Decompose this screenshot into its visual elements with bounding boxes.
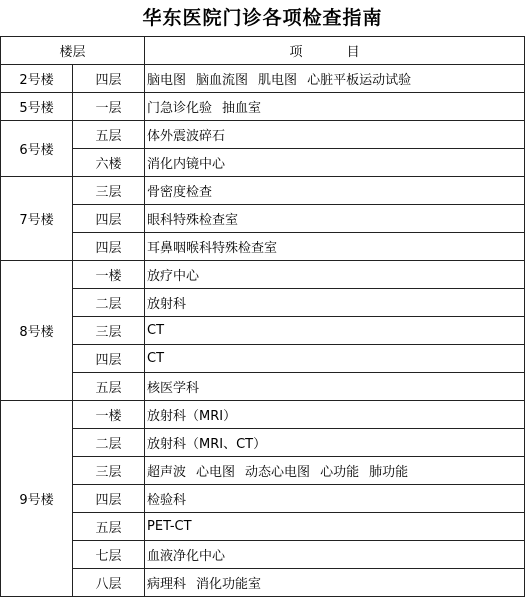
items-cell: [145, 485, 525, 513]
exam-item: 心电图: [196, 465, 236, 480]
table-row: [1, 457, 525, 485]
floor-cell: 二层: [73, 289, 145, 317]
exam-item: 脑血流图: [196, 73, 249, 88]
table-row: [1, 345, 525, 373]
exam-guide-table: [0, 36, 525, 597]
floor-cell: 六楼: [73, 149, 145, 177]
exam-item: 眼科特殊检查室: [147, 213, 239, 228]
exam-item: PET-CT: [147, 519, 192, 534]
table-row: [1, 261, 525, 289]
table-row: [1, 177, 525, 205]
exam-item: CT: [147, 323, 165, 338]
exam-item: 放疗中心: [147, 269, 200, 284]
exam-item: 消化功能室: [196, 577, 262, 592]
floor-cell: 三层: [73, 317, 145, 345]
table-body: [1, 65, 525, 597]
exam-item: 病理科: [147, 577, 187, 592]
items-cell: [145, 65, 525, 93]
table-row: [1, 485, 525, 513]
items-cell: [145, 261, 525, 289]
floor-cell: 八层: [73, 569, 145, 597]
items-cell: [145, 233, 525, 261]
items-cell: [145, 457, 525, 485]
floor-cell: 四层: [73, 205, 145, 233]
floor-cell: 四层: [73, 65, 145, 93]
floor-cell: 四层: [73, 485, 145, 513]
exam-item: 超声波: [147, 465, 187, 480]
exam-item: 放射科（MRI、CT）: [147, 437, 267, 452]
items-cell: [145, 373, 525, 401]
header-items-label: 项 目: [289, 45, 380, 60]
exam-item: 动态心电图: [245, 465, 311, 480]
items-cell: [145, 289, 525, 317]
exam-item: 肌电图: [258, 73, 298, 88]
exam-item: 耳鼻咽喉科特殊检查室: [147, 241, 278, 256]
exam-item: 血液净化中心: [147, 549, 226, 564]
exam-item: 门急诊化验: [147, 101, 213, 116]
exam-item: CT: [147, 351, 165, 366]
table-row: [1, 93, 525, 121]
exam-item: 骨密度检查: [147, 185, 213, 200]
exam-item: 核医学科: [147, 381, 200, 396]
exam-item: 消化内镜中心: [147, 157, 226, 172]
header-row: [1, 37, 525, 65]
items-cell: [145, 429, 525, 457]
table-row: [1, 65, 525, 93]
items-cell: [145, 345, 525, 373]
floor-cell: 一层: [73, 93, 145, 121]
building-cell: 5号楼: [1, 93, 73, 121]
building-cell: 2号楼: [1, 65, 73, 93]
exam-item: 放射科: [147, 297, 187, 312]
table-row: [1, 121, 525, 149]
floor-cell: 三层: [73, 457, 145, 485]
page-title: 华东医院门诊各项检查指南: [142, 7, 383, 29]
floor-cell: 五层: [73, 513, 145, 541]
exam-item: 放射科（MRI）: [147, 409, 237, 424]
items-cell: [145, 569, 525, 597]
table-row: [1, 401, 525, 429]
exam-item: 体外震波碎石: [147, 129, 226, 144]
floor-cell: 五层: [73, 373, 145, 401]
floor-cell: 二层: [73, 429, 145, 457]
items-cell: [145, 121, 525, 149]
building-cell: 6号楼: [1, 121, 73, 177]
exam-item: 心脏平板运动试验: [307, 73, 412, 88]
table-row: [1, 429, 525, 457]
table-row: [1, 541, 525, 569]
building-cell: 8号楼: [1, 261, 73, 401]
header-floor: 楼层: [1, 37, 145, 65]
header-items: [145, 37, 525, 65]
items-cell: [145, 541, 525, 569]
items-cell: [145, 513, 525, 541]
building-cell: 7号楼: [1, 177, 73, 261]
floor-cell: 四层: [73, 233, 145, 261]
floor-cell: 七层: [73, 541, 145, 569]
floor-cell: 三层: [73, 177, 145, 205]
table-row: [1, 513, 525, 541]
items-cell: [145, 177, 525, 205]
items-cell: [145, 205, 525, 233]
table-row: [1, 205, 525, 233]
table-row: [1, 373, 525, 401]
exam-item: 检验科: [147, 493, 187, 508]
items-cell: [145, 317, 525, 345]
table-row: [1, 569, 525, 597]
floor-cell: 四层: [73, 345, 145, 373]
exam-item: 心功能: [320, 465, 360, 480]
items-cell: [145, 401, 525, 429]
exam-item: 抽血室: [222, 101, 262, 116]
items-cell: [145, 149, 525, 177]
table-row: [1, 149, 525, 177]
floor-cell: 五层: [73, 121, 145, 149]
items-cell: [145, 93, 525, 121]
floor-cell: 一楼: [73, 261, 145, 289]
table-row: [1, 233, 525, 261]
table-row: [1, 317, 525, 345]
exam-item: 肺功能: [369, 465, 409, 480]
building-cell: 9号楼: [1, 401, 73, 597]
floor-cell: 一楼: [73, 401, 145, 429]
table-row: [1, 289, 525, 317]
exam-item: 脑电图: [147, 73, 187, 88]
